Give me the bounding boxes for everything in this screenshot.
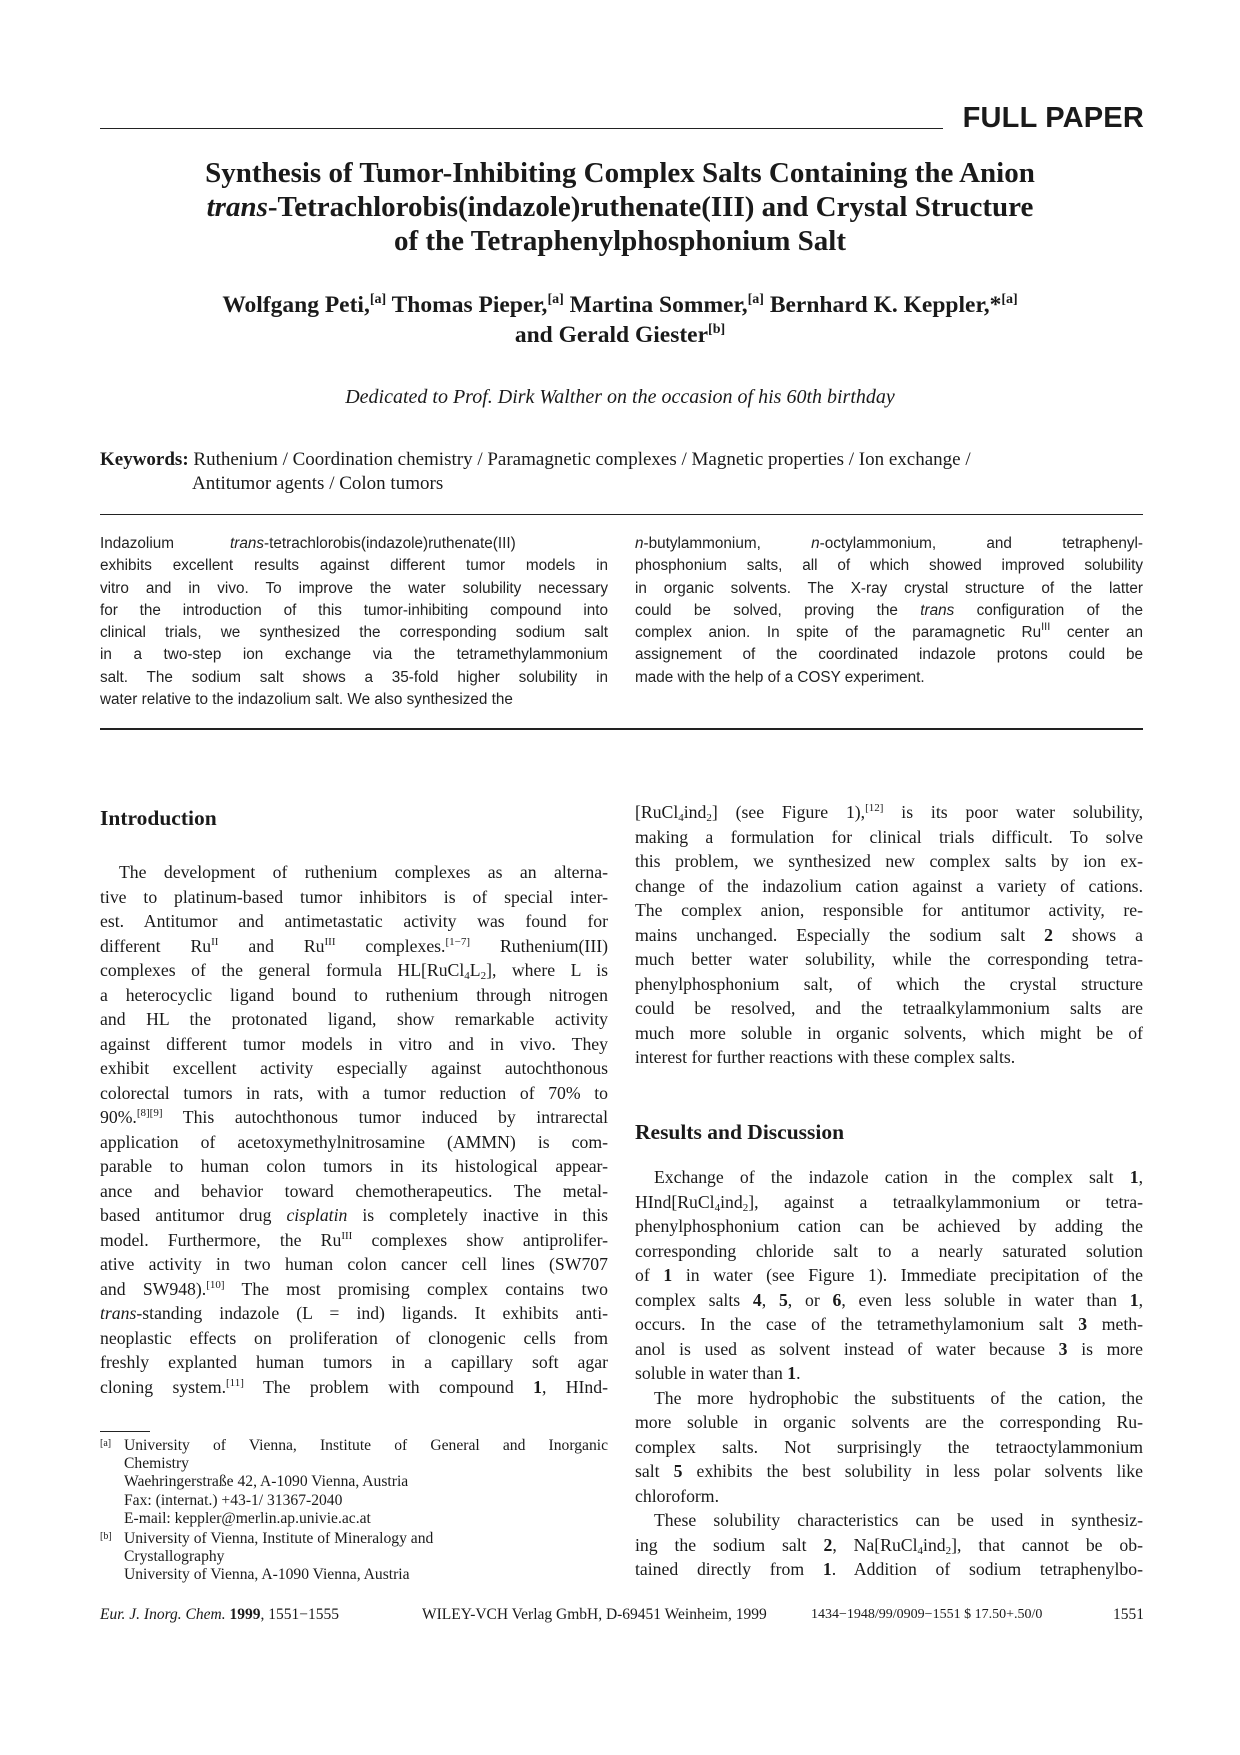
page-number: 1551 — [1113, 1606, 1144, 1623]
section-heading-introduction: Introduction — [100, 806, 217, 830]
journal-citation: Eur. J. Inorg. Chem. 1999, 1551−1555 — [100, 1606, 339, 1623]
affiliation-footnotes: [a] University of Vienna, Institute of General and Inorganic Chemistry Waehringerstraße 42, A-1090 Vienna, Austria Fax: (internat.) +43-1/ 31367-2040 E-mail: keppler@merlin.ap.univie.ac.at [b] University of Vienna, Institute of Mineralogy and Crystallography University of Vienna, A-1090 Vienna, Austria — [100, 1437, 608, 1584]
issn-code: 1434−1948/99/0909−1551 $ 17.50+.50/0 — [811, 1607, 1043, 1622]
abstract-top-rule — [100, 514, 1143, 515]
introduction-continued-text: [RuCl$_4$ind$_2$] (see Figure 1),[12] is its poor water solubility, making a formulation for clinical trials difficult. To solve this problem, we synthesized new complex salts by ion ex- change of the indazolium cation against a variety of cations. The complex anion, responsible for antitumor activity, re- mains unchanged. Especially the sodium salt 2 shows a much better water solubility, while the corresponding tetra- phenylphosphonium salt, of which the crystal structure could be resolved, and the tetraalkylammonium salts are much more soluble in organic solvents, which might be of interest for further reactions with these complex salts. — [635, 802, 1143, 1067]
dedication: Dedicated to Prof. Dirk Walther on the occasion of his 60th birthday — [345, 386, 895, 408]
article-title — [100, 156, 1140, 258]
publisher-line: WILEY-VCH Verlag GmbH, D-69451 Weinheim, 1999 — [422, 1606, 767, 1623]
section-label: FULL PAPER — [962, 102, 1144, 134]
results-text: Exchange of the indazole cation in the complex salt 1, HInd[RuCl$_4$ind$_2$], against a tetraalkylammonium or tetra- phenylphosphonium cation can be achieved by adding the corresponding chloride salt to a nearly saturated solution of 1 in water (see Figure 1). Immediate precipitation of the complex salts 4, 5, or 6, even less soluble in water than 1, occurs. In the case of the tetramethylamonium salt 3 meth- anol is used as solvent instead of water because 3 is more soluble in water than 1. The more hydrophobic the substituents of the cation, the more soluble in organic solvents are the corresponding Ru- complex salts. Not surprisingly the tetraoctylammonium salt 5 exhibits the best solubility in less polar solvents like chloroform. These solubility characteristics can be used in synthesiz- ing the sodium salt 2, Na[RuCl$_4$ind$_2$], that cannot be ob- tained directly from 1. Addition of sodium tetraphenylbo- — [635, 1167, 1144, 1579]
title-line-1: Synthesis of Tumor-Inhibiting Complex Salts Containing the Anion — [205, 157, 1035, 189]
header-rule — [100, 128, 943, 129]
title-line-2: trans-Tetrachlorobis(indazole)ruthenate(III) and Crystal Structure — [206, 191, 1034, 223]
section-heading-results: Results and Discussion — [635, 1120, 845, 1144]
abstract-left-column: Indazolium trans-tetrachlorobis(indazole)ruthenate(III) exhibits excellent results against different tumor models in vitro and in vivo. To improve the water solubility necessary for the introduction of this tumor-inhibiting compound into clinical trials, we synthesized the corresponding sodium salt in a two-step ion exchange via the tetramethylammonium salt. The sodium salt shows a 35-fold higher solubility in water relative to the indazolium salt. We also synthesized the — [100, 535, 608, 709]
author-list: Wolfgang Peti,[a] Thomas Pieper,[a] Martina Sommer,[a] Bernhard K. Keppler,*[a] and Gerald Giester[b] — [222, 292, 1018, 348]
title-line-3: of the Tetraphenylphosphonium Salt — [393, 225, 847, 257]
footnote-rule — [100, 1431, 150, 1432]
introduction-text: The development of ruthenium complexes as an alterna- tive to platinum-based tumor inhibitors is of special inter- est. Antitumor and antimetastatic activity was found for different $Ru^{II}$ and $Ru^{III}$ complexes.[1−7] Ruthenium(III) complexes of the general formula $HL[RuCl_4L_2]$, where L is a heterocyclic ligand bound to ruthenium through nitrogen and HL the protonated ligand, show remarkable activity against different tumor models in vitro and in vivo. They exhibit excellent activity especially against autochthonous colorectal tumors in rats, with a tumor reduction of 70% to 90%.[8][9] This autochthonous tumor induced by intrarectal application of acetoxymethylnitrosamine (AMMN) is com- parable to human colon tumors in its histological appear- ance and behavior toward chemotherapeutics. The metal- based antitumor drug cisplatin is completely inactive in this model. Furthermore, the $Ru^{III}$ complexes show antiprolifer- ative activity in two human colon cancer cell lines (SW707 and SW948).[10] The most promising complex contains two trans-standing indazole (L = ind) ligands. It exhibits anti- neoplastic effects on proliferation of clonogenic cells from freshly explanted human tumors in a capillary soft agar cloning system.[11] The problem with compound 1, HInd- — [100, 862, 609, 1397]
keywords-label: Keywords: — [100, 449, 189, 470]
abstract-right-column: n-butylammonium, n-octylammonium, and tetraphenyl- phosphonium salts, all of which showed improved solubility in organic solvents. The X-ray crystal structure of the latter could be solved, proving the trans configuration of the complex anion. In spite of the paramagnetic $Ru^{III}$ center an assignement of the coordinated indazole protons could be made with the help of a COSY experiment. — [635, 535, 1144, 686]
abstract-bottom-rule — [100, 728, 1143, 730]
keywords: Keywords: Ruthenium / Coordination chemistry / Paramagnetic complexes / Magnetic properties / Ion exchange / Antitumor agents / Colon tumors — [100, 449, 971, 494]
